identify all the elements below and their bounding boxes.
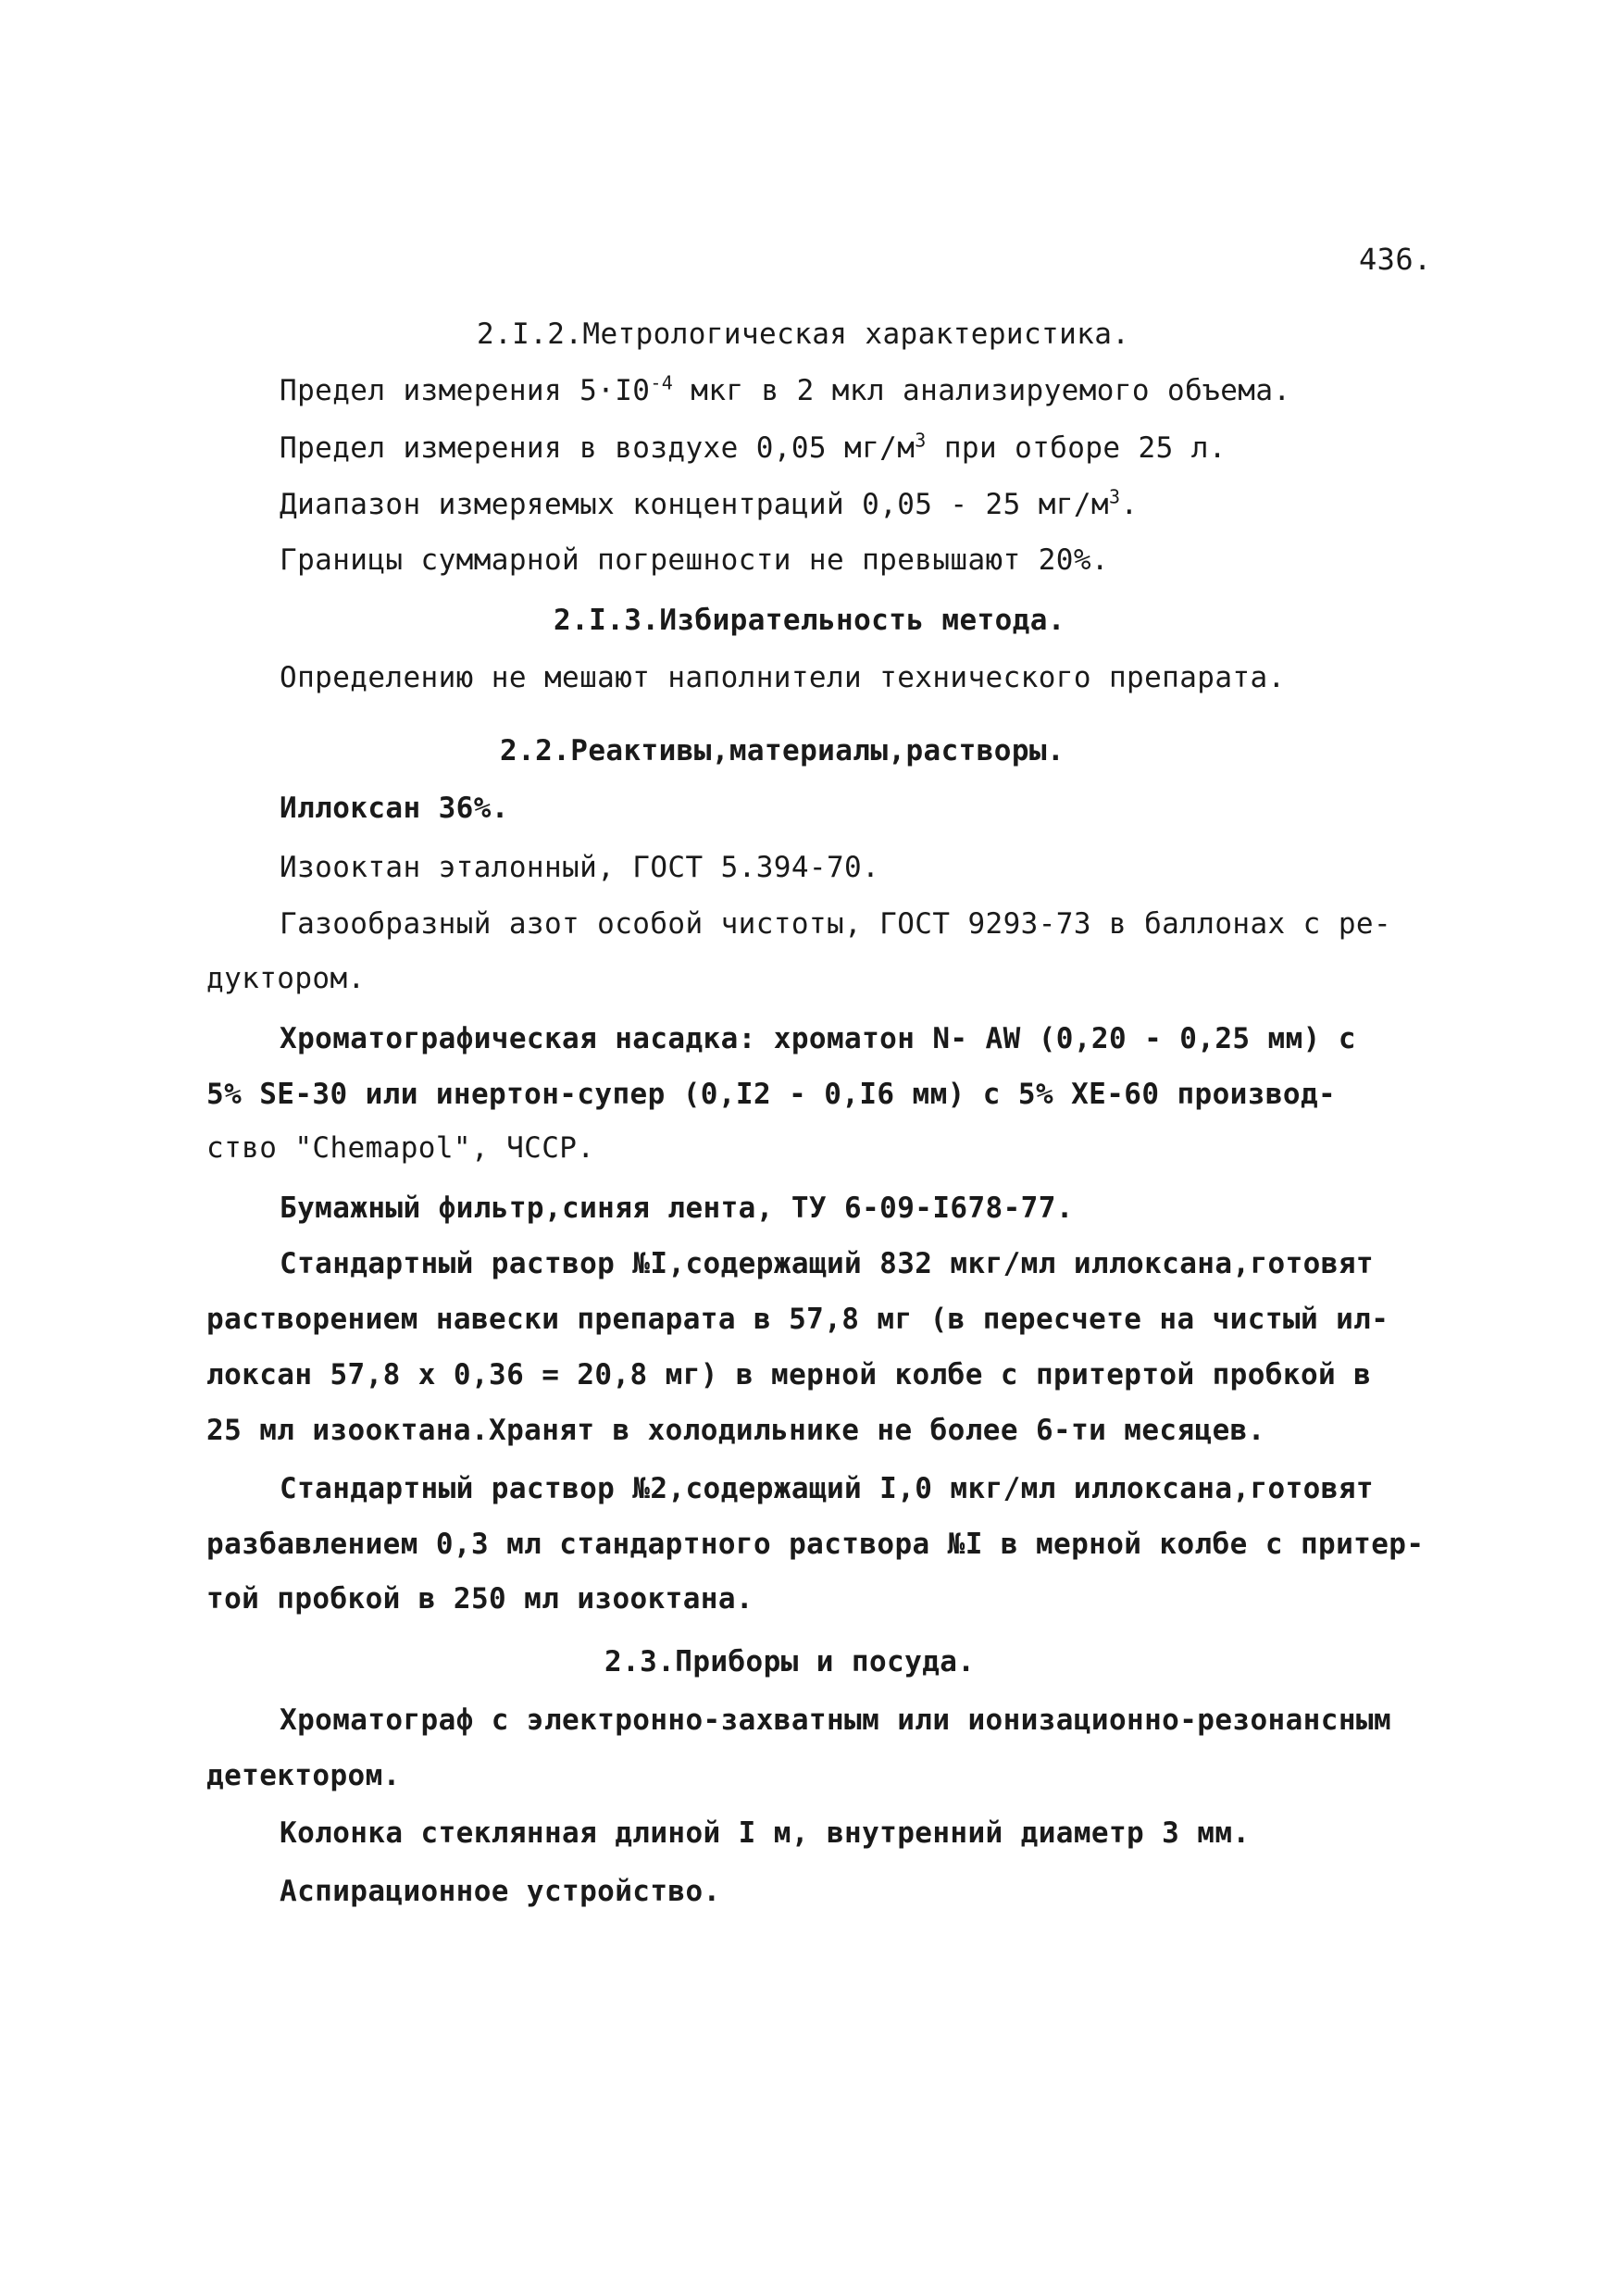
reagent-nitrogen-line-1: Газообразный азот особой чистоты, ГОСТ 9293-73 в баллонах с ре- — [280, 907, 1392, 941]
reagent-nitrogen-line-2: дуктором. — [206, 962, 366, 995]
standard-solution-1-line-2: растворением навески препарата в 57,8 мг (в пересчете на чистый ил- — [206, 1303, 1389, 1336]
measurement-limit-text-end: мкг в 2 мкл анализируемого объема. — [673, 374, 1291, 407]
air-limit-text-end: при отборе 25 л. — [926, 431, 1227, 465]
reagent-packing-line-3: ство "Chemapol", ЧССР. — [206, 1131, 595, 1165]
section-2-3-title: 2.3.Приборы и посуда. — [604, 1645, 976, 1678]
reagent-illoxan: Иллоксан 36%. — [280, 792, 509, 825]
measurement-limit-exponent: -4 — [650, 371, 674, 394]
apparatus-column: Колонка стеклянная длиной I м, внутренний диаметр 3 мм. — [280, 1816, 1251, 1850]
apparatus-aspirator: Аспирационное устройство. — [280, 1875, 721, 1908]
apparatus-chromatograph-line-2: детектором. — [206, 1759, 401, 1792]
error-bounds-line: Границы суммарной погрешности не превышают 20%. — [280, 543, 1109, 577]
page-number: 436. — [1359, 242, 1432, 277]
standard-solution-1-line-3: локсан 57,8 х 0,36 = 20,8 мг) в мерной колбе с притертой пробкой в — [206, 1358, 1372, 1391]
reagent-filter: Бумажный фильтр,синяя лента, ТУ 6-09-I678-77. — [280, 1192, 1074, 1225]
range-line — [280, 486, 1139, 523]
measurement-limit-line — [280, 372, 1290, 409]
standard-solution-2-line-3: той пробкой в 250 мл изооктана. — [206, 1582, 754, 1616]
air-limit-line — [280, 430, 1227, 467]
reagent-packing-line-2: 5% SE-30 или инертон-супер (0,I2 - 0,I6 мм) с 5% XE-60 производ- — [206, 1078, 1337, 1111]
air-limit-text: Предел измерения в воздухе 0,05 мг/м — [280, 431, 916, 465]
range-text: Диапазон измеряемых концентраций 0,05 - 25 мг/м — [280, 488, 1109, 521]
reagent-packing-line-1: Хроматографическая насадка: хроматон N- AW (0,20 - 0,25 мм) с — [280, 1022, 1356, 1055]
selectivity-text: Определению не мешают наполнители технического препарата. — [280, 661, 1286, 694]
measurement-limit-text: Предел измерения 5·I0 — [280, 374, 651, 407]
reagent-isooctane: Изооктан эталонный, ГОСТ 5.394-70. — [280, 851, 880, 884]
apparatus-chromatograph-line-1: Хроматограф с электронно-захватным или ионизационно-резонансным — [280, 1703, 1392, 1737]
standard-solution-1-line-1: Стандартный раствор №I,содержащий 832 мкг/мл иллоксана,готовят — [280, 1247, 1374, 1280]
air-limit-exponent: 3 — [915, 429, 927, 452]
standard-solution-1-line-4: 25 мл изооктана.Хранят в холодильнике не более 6-ти месяцев. — [206, 1414, 1265, 1447]
section-2-2-title: 2.2.Реактивы,материалы,растворы. — [500, 734, 1065, 767]
standard-solution-2-line-1: Стандартный раствор №2,содержащий I,0 мкг/мл иллоксана,готовят — [280, 1472, 1374, 1505]
standard-solution-2-line-2: разбавлением 0,3 мл стандартного раствора №I в мерной колбе с притер- — [206, 1528, 1425, 1561]
range-exponent: 3 — [1109, 485, 1121, 508]
section-2-1-3-title: 2.I.3.Избирательность метода. — [554, 604, 1065, 637]
range-text-end: . — [1120, 488, 1139, 521]
section-2-1-2-title: 2.I.2.Метрологическая характеристика. — [477, 318, 1130, 351]
